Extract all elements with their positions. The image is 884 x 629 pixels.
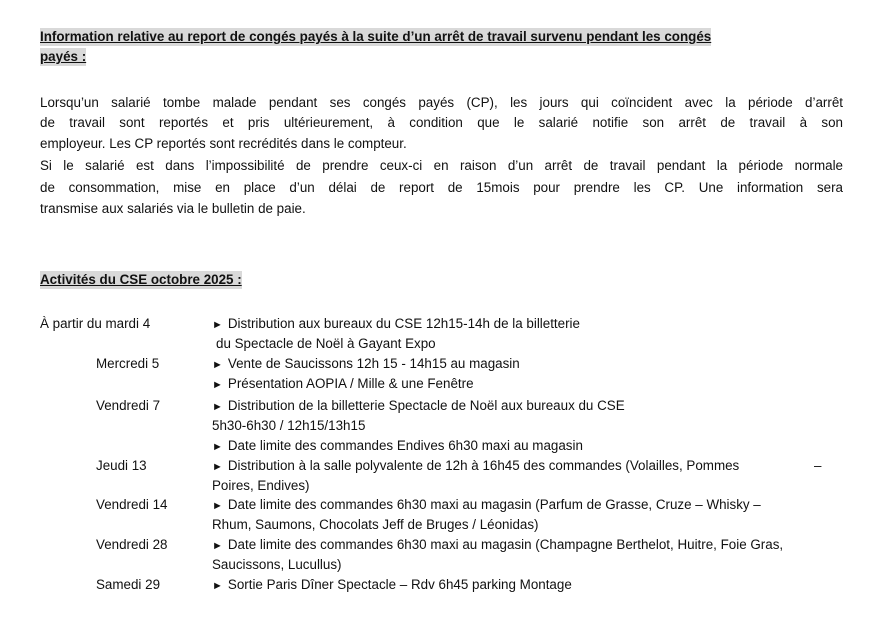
activity-continuation: 5h30-6h30 / 12h15/13h15 [212,418,366,433]
arrow-icon: ► [212,441,223,453]
activity-item [212,496,761,515]
activity-date: Vendredi 7 [96,398,161,413]
activity-item [212,397,625,416]
arrow-icon: ► [212,500,223,512]
activity-text: Date limite des commandes Endives 6h30 maxi au magasin [227,438,583,453]
activity-item [212,536,783,555]
arrow-icon: ► [212,401,223,413]
activity-item [212,355,520,374]
arrow-icon: ► [212,319,223,331]
activity-dash: – [814,458,822,473]
activity-text: Distribution à la salle polyvalente de 12h à 16h45 des commandes (Volailles, Pommes [227,458,740,473]
paragraph-line: Lorsqu’un salarié tombe malade pendant ses congés payés (CP), les jours qui coïncident avec la période d’arrêt [40,95,843,110]
activity-continuation: Poires, Endives) [212,478,310,493]
arrow-icon: ► [212,379,223,391]
activity-item [212,375,474,394]
activity-continuation: Rhum, Saumons, Chocolats Jeff de Bruges / Léonidas) [212,517,539,532]
activity-item [212,457,739,476]
activity-text: Vente de Saucissons 12h 15 - 14h15 au magasin [227,356,520,371]
activity-text: Présentation AOPIA / Mille & une Fenêtre [227,376,474,391]
activity-item [212,437,583,456]
activity-date: Samedi 29 [96,577,161,592]
activity-text: Date limite des commandes 6h30 maxi au magasin (Parfum de Grasse, Cruze – Whisky – [227,497,761,512]
activity-text: Distribution de la billetterie Spectacle de Noël aux bureaux du CSE [227,398,625,413]
section-title-continued: payés : [40,49,87,64]
activity-item [212,315,580,334]
section-title: Information relative au report de congés payés à la suite d’un arrêt de travail survenu pendant les congés [40,29,712,44]
arrow-icon: ► [212,461,223,473]
activity-item [212,576,572,595]
activity-date: Vendredi 14 [96,497,168,512]
arrow-icon: ► [212,359,223,371]
activities-title: Activités du CSE octobre 2025 : [40,272,242,287]
paragraph-line: de travail sont reportés et pris ultérieurement, à condition que le salarié notifie son arrêt de travail à son [40,115,843,130]
activity-continuation: Saucissons, Lucullus) [212,557,342,572]
activity-date: Vendredi 28 [96,537,168,552]
activity-text: Distribution aux bureaux du CSE 12h15-14h de la billetterie [227,316,580,331]
activity-date: Jeudi 13 [96,458,147,473]
paragraph-line: de consommation, mise en place d’un délai de report de 15mois pour prendre les CP. Une information sera [40,180,843,195]
activity-continuation: du Spectacle de Noël à Gayant Expo [216,336,436,351]
activity-date: À partir du mardi 4 [40,316,151,331]
paragraph-line: Si le salarié est dans l’impossibilité de prendre ceux-ci en raison d’un arrêt de travail pendant la période normale [40,158,843,173]
activity-text: Sortie Paris Dîner Spectacle – Rdv 6h45 parking Montage [227,577,572,592]
activity-text: Date limite des commandes 6h30 maxi au magasin (Champagne Berthelot, Huitre, Foie Gras, [227,537,784,552]
activity-date: Mercredi 5 [96,356,160,371]
arrow-icon: ► [212,580,223,592]
paragraph-line: employeur. Les CP reportés sont recrédités dans le compteur. [40,136,407,151]
paragraph-line: transmise aux salariés via le bulletin de paie. [40,201,306,216]
arrow-icon: ► [212,540,223,552]
